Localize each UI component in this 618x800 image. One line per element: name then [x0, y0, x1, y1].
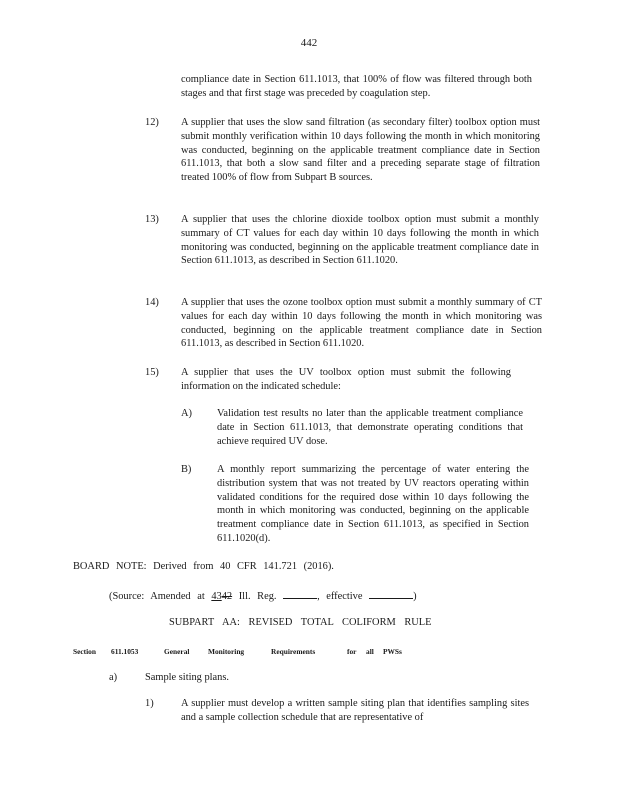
source-note: [109, 588, 417, 604]
section-title-word: General: [164, 647, 190, 656]
source-effective: , effective: [317, 591, 363, 602]
section-label: Section: [73, 647, 96, 656]
item-number-12: 12): [145, 117, 159, 128]
paragraph-text: A supplier that uses the slow sand filtration (as secondary filter) toolbox option must submit monthly verification within 10 days following the month in which monitoring was conducted, beginning on the applicable treatment compliance date in Section 611.1013, that both a slow sand filter and a preceding separate stage of filtration treated 100% of flow from Subpart B sources.: [181, 117, 540, 184]
section-title-word: all: [366, 647, 374, 656]
item-13: [181, 213, 539, 268]
paragraph-text: compliance date in Section 611.1013, that 100% of flow was filtered through both stages and that first stage was preceded by coagulation step.: [181, 74, 532, 99]
sub-a-number: a): [109, 672, 118, 683]
item-number-15: 15): [145, 367, 159, 378]
intro-continuation: [181, 73, 532, 101]
subitem-number-a: A): [181, 408, 192, 419]
section-title-word: Monitoring: [208, 647, 245, 656]
sub-a-heading: Sample siting plans.: [145, 672, 229, 683]
source-register: Ill. Reg.: [238, 591, 277, 602]
paragraph-text: A monthly report summarizing the percentage of water entering the distribution system that was not treated by UV reactors operating within validated conditions for the required dose within 10 days following the month in which monitoring was conducted, beginning on the applicable treatment compliance date in Section 611.1013, as specified in Section 611.1020(d).: [217, 464, 529, 544]
source-deleted-volume: 42: [221, 591, 233, 602]
paragraph-text: A supplier that uses the ozone toolbox option must submit a monthly summary of CT values for each day within 10 days following the month in which monitoring was conducted, beginning on the applicable treatment compliance date in Section 611.1013, as described in Section 611.1020.: [181, 297, 542, 350]
subpart-heading: SUBPART AA: REVISED TOTAL COLIFORM RULE: [169, 617, 432, 628]
item-12: [181, 116, 540, 185]
section-title-word: PWSs: [383, 647, 402, 656]
paragraph-text: A supplier that uses the UV toolbox option must submit the following information on the indicated schedule:: [181, 367, 511, 392]
item-14: [181, 296, 542, 351]
subitem-b: [217, 463, 529, 546]
paragraph-text: A supplier must develop a written sample siting plan that identifies sampling sites and a sample collection schedule that are representative of: [181, 698, 529, 723]
subitem-number-b: B): [181, 464, 192, 475]
subitem-a: [217, 407, 523, 448]
item-15: [181, 366, 511, 394]
page-number: 442: [300, 37, 318, 49]
source-suffix: ): [413, 591, 417, 602]
item-number-14: 14): [145, 297, 159, 308]
register-page-blank: [283, 588, 317, 599]
item-number-13: 13): [145, 214, 159, 225]
sub-a1: [181, 697, 529, 725]
board-note: BOARD NOTE: Derived from 40 CFR 141.721 (2016).: [73, 561, 334, 572]
sub-a1-number: 1): [145, 698, 154, 709]
effective-date-blank: [369, 588, 413, 599]
source-prefix: (Source: Amended at: [109, 591, 205, 602]
paragraph-text: A supplier that uses the chlorine dioxide toolbox option must submit a monthly summary of CT values for each day within 10 days following the month in which monitoring was conducted, beginning on the applicable treatment compliance date in Section 611.1013, as described in Section 611.1020.: [181, 214, 539, 267]
section-title-word: Requirements: [271, 647, 316, 656]
section-number: 611.1053: [111, 647, 139, 656]
paragraph-text: Validation test results no later than the applicable treatment compliance date in Section 611.1013, that demonstrate operating conditions that achieve required UV dose.: [217, 408, 523, 447]
source-inserted-volume: 43: [211, 591, 222, 602]
section-title-word: for: [347, 647, 357, 656]
